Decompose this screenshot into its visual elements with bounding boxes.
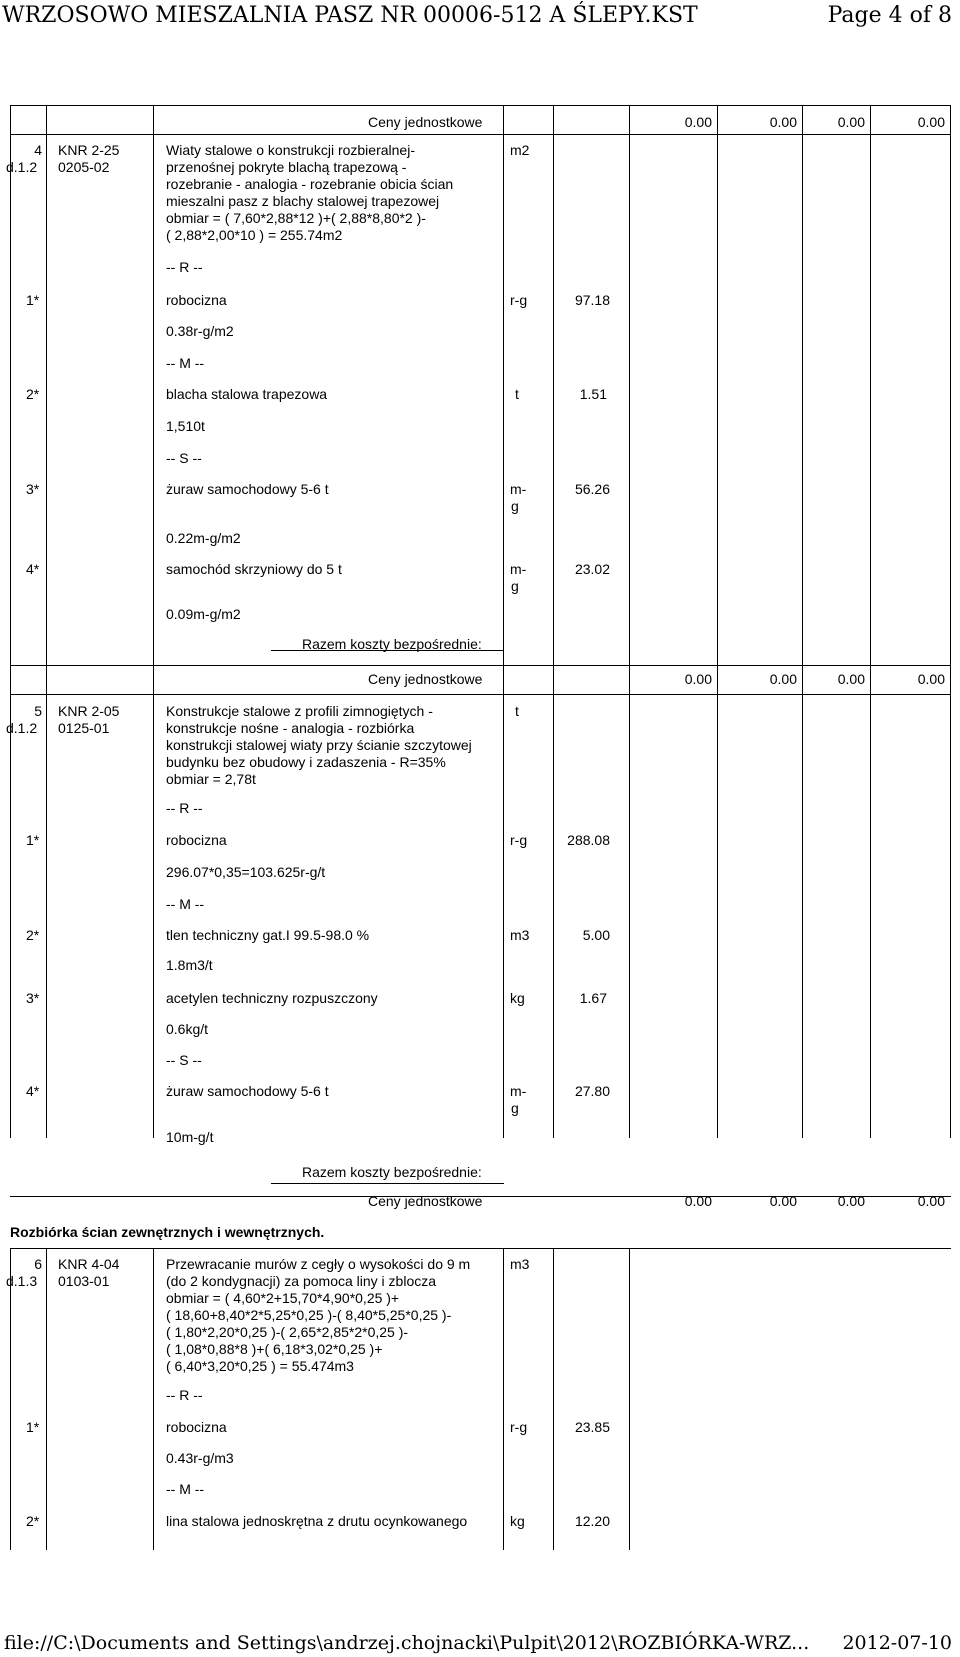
resource-index: 1* xyxy=(26,832,40,848)
item-code: 0125-01 xyxy=(58,720,110,736)
unit-price-value: 0.00 xyxy=(837,671,865,687)
resource-name: robocizna xyxy=(166,832,227,848)
resource-name: acetylen techniczny rozpuszczony xyxy=(166,990,378,1006)
resource-name: żuraw samochodowy 5-6 t xyxy=(166,1083,329,1099)
resource-name: lina stalowa jednoskrętna z drutu ocynkowanego xyxy=(166,1513,468,1529)
unit-prices-label: Ceny jednostkowe xyxy=(368,671,483,687)
direct-costs-label: Razem koszty bezpośrednie: xyxy=(302,636,482,652)
resource-unit: kg xyxy=(510,990,525,1006)
file-path: file://C:\Documents and Settings\andrzej.chojnacki\Pulpit\2012\ROZBIÓRKA-WRZ... xyxy=(4,1632,810,1654)
resource-unit: m- xyxy=(510,1083,527,1099)
unit-price-value: 0.00 xyxy=(917,114,945,130)
unit-price-value: 0.00 xyxy=(684,671,712,687)
rule-h-item6 xyxy=(10,1248,951,1249)
item-knr: KNR 2-25 xyxy=(58,142,120,158)
rule-v-left-b xyxy=(10,1248,11,1550)
item-desc-line: konstrukcji stalowej wiaty przy ścianie szczytowej xyxy=(166,737,472,753)
item-unit: t xyxy=(515,703,519,719)
document-title: WRZOSOWO MIESZALNIA PASZ NR 00006-512 A ŚLEPY.KST xyxy=(2,3,698,28)
resource-norm: 1,510t xyxy=(166,418,205,434)
unit-prices-label: Ceny jednostkowe xyxy=(368,114,483,130)
rule-v-knr-b xyxy=(153,1248,154,1550)
resource-index: 4* xyxy=(26,561,40,577)
resource-unit: m- xyxy=(510,561,527,577)
rule-h-razem2 xyxy=(271,1183,504,1184)
rule-v-unit-b xyxy=(553,1248,554,1550)
unit-price-value: 0.00 xyxy=(917,1193,945,1209)
item-code: 0205-02 xyxy=(58,159,110,175)
resource-unit: r-g xyxy=(510,1419,528,1435)
resource-index: 2* xyxy=(26,386,40,402)
resource-quantity: 12.20 xyxy=(574,1513,610,1529)
section-s-label: -- S -- xyxy=(166,450,202,466)
item-desc-line: obmiar = 2,78t xyxy=(166,771,256,787)
item-desc-line: ( 1,80*2,20*0,25 )-( 2,65*2,85*2*0,25 )- xyxy=(166,1324,409,1340)
unit-prices-label: Ceny jednostkowe xyxy=(368,1193,483,1209)
section-m-label: -- M -- xyxy=(166,355,205,371)
rule-v-left xyxy=(10,105,11,1138)
resource-index: 2* xyxy=(26,927,40,943)
item-unit: m3 xyxy=(510,1256,530,1272)
resource-name: robocizna xyxy=(166,1419,227,1435)
item-desc-line: (do 2 kondygnacji) za pomoca liny i zblocza xyxy=(166,1273,437,1289)
unit-price-value: 0.00 xyxy=(684,1193,712,1209)
direct-costs-label: Razem koszty bezpośrednie: xyxy=(302,1164,482,1180)
resource-name: blacha stalowa trapezowa xyxy=(166,386,328,402)
resource-index: 3* xyxy=(26,990,40,1006)
page-number: Page 4 of 8 xyxy=(827,3,952,28)
resource-unit: m- xyxy=(510,481,527,497)
resource-norm: 296.07*0,35=103.625r-g/t xyxy=(166,864,326,880)
item-desc-line: ( 1,08*0,88*8 )+( 6,18*3,02*0,25 )+ xyxy=(166,1341,383,1357)
resource-index: 4* xyxy=(26,1083,40,1099)
item-desc-line: Przewracanie murów z cegły o wysokości do 9 m xyxy=(166,1256,471,1272)
item-desc-line: budynku bez obudowy i zadaszenia - R=35% xyxy=(166,754,446,770)
resource-name: robocizna xyxy=(166,292,227,308)
rule-h-item5 xyxy=(10,694,951,695)
item-sub-number: d.1.2 xyxy=(6,159,38,175)
resource-unit: g xyxy=(511,1100,519,1116)
item-unit: m2 xyxy=(510,142,530,158)
resource-norm: 10m-g/t xyxy=(166,1129,214,1145)
resource-unit: r-g xyxy=(510,832,528,848)
item-sub-number: d.1.2 xyxy=(6,720,38,736)
resource-name: tlen techniczny gat.I 99.5-98.0 % xyxy=(166,927,370,943)
section-s-label: -- S -- xyxy=(166,1052,202,1068)
rule-v-qty xyxy=(629,105,630,1138)
resource-unit: m3 xyxy=(510,927,530,943)
item-desc-line: przenośnej pokryte blachą trapezową - xyxy=(166,159,407,175)
resource-quantity: 56.26 xyxy=(574,481,610,497)
rule-v-desc-b xyxy=(503,1248,504,1550)
item-number: 5 xyxy=(34,703,42,719)
resource-unit: t xyxy=(515,386,519,402)
resource-unit: kg xyxy=(510,1513,525,1529)
resource-quantity: 288.08 xyxy=(567,832,610,848)
resource-quantity: 1.51 xyxy=(579,386,607,402)
page-header xyxy=(0,0,960,32)
resource-name: żuraw samochodowy 5-6 t xyxy=(166,481,329,497)
resource-norm: 0.09m-g/m2 xyxy=(166,606,241,622)
item-desc-line: konstrukcje nośne - analogia - rozbiórka xyxy=(166,720,415,736)
rule-v-unit xyxy=(553,105,554,1138)
rule-v-knr xyxy=(153,105,154,1138)
section-r-label: -- R -- xyxy=(166,259,203,275)
resource-index: 1* xyxy=(26,292,40,308)
rule-h-item4 xyxy=(10,134,951,135)
item-number: 6 xyxy=(34,1256,42,1272)
rule-v-qty-b xyxy=(629,1248,630,1550)
unit-price-value: 0.00 xyxy=(769,1193,797,1209)
unit-price-value: 0.00 xyxy=(684,114,712,130)
resource-index: 3* xyxy=(26,481,40,497)
rule-h-ceny2 xyxy=(10,665,951,666)
resource-unit: r-g xyxy=(510,292,528,308)
rule-v-c2 xyxy=(802,105,803,1138)
item-desc-line: rozebranie - analogia - rozebranie obicia ścian xyxy=(166,176,454,192)
unit-price-value: 0.00 xyxy=(769,671,797,687)
item-number: 4 xyxy=(34,142,42,158)
resource-quantity: 27.80 xyxy=(574,1083,610,1099)
item-desc-line: ( 18,60+8,40*2*5,25*0,25 )-( 8,40*5,25*0,25 )- xyxy=(166,1307,452,1323)
section-r-label: -- R -- xyxy=(166,800,203,816)
resource-quantity: 1.67 xyxy=(579,990,607,1006)
unit-price-value: 0.00 xyxy=(837,1193,865,1209)
unit-price-value: 0.00 xyxy=(769,114,797,130)
resource-norm: 0.38r-g/m2 xyxy=(166,323,234,339)
resource-norm: 0.6kg/t xyxy=(166,1021,209,1037)
rule-h-top xyxy=(10,105,951,106)
section-title: Rozbiórka ścian zewnętrznych i wewnętrznych. xyxy=(10,1224,325,1240)
resource-unit: g xyxy=(511,578,519,594)
resource-norm: 0.43r-g/m3 xyxy=(166,1450,234,1466)
section-r-label: -- R -- xyxy=(166,1387,203,1403)
resource-norm: 1.8m3/t xyxy=(166,957,213,973)
item-desc-line: obmiar = ( 4,60*2+15,70*4,90*0,25 )+ xyxy=(166,1290,400,1306)
item-desc-line: ( 2,88*2,00*10 ) = 255.74m2 xyxy=(166,227,343,243)
resource-index: 2* xyxy=(26,1513,40,1529)
print-date: 2012-07-10 xyxy=(842,1632,952,1654)
item-desc-line: mieszalni pasz z blachy stalowej trapezowej xyxy=(166,193,440,209)
resource-quantity: 5.00 xyxy=(582,927,610,943)
item-knr: KNR 2-05 xyxy=(58,703,120,719)
unit-price-value: 0.00 xyxy=(917,671,945,687)
item-knr: KNR 4-04 xyxy=(58,1256,120,1272)
resource-index: 1* xyxy=(26,1419,40,1435)
resource-quantity: 23.85 xyxy=(574,1419,610,1435)
unit-price-value: 0.00 xyxy=(837,114,865,130)
rule-v-right xyxy=(950,105,951,1138)
resource-unit: g xyxy=(511,498,519,514)
rule-v-c1 xyxy=(717,105,718,1138)
item-desc-line: Wiaty stalowe o konstrukcji rozbieralnej- xyxy=(166,142,415,158)
resource-norm: 0.22m-g/m2 xyxy=(166,530,241,546)
section-m-label: -- M -- xyxy=(166,896,205,912)
item-desc-line: obmiar = ( 7,60*2,88*12 )+( 2,88*8,80*2 )- xyxy=(166,210,426,226)
section-m-label: -- M -- xyxy=(166,1481,205,1497)
rule-v-c3 xyxy=(870,105,871,1138)
item-sub-number: d.1.3 xyxy=(6,1273,38,1289)
resource-name: samochód skrzyniowy do 5 t xyxy=(166,561,342,577)
item-desc-line: Konstrukcje stalowe z profili zimnogiętych - xyxy=(166,703,433,719)
rule-v-lp-b xyxy=(46,1248,47,1550)
rule-v-desc xyxy=(503,105,504,1138)
item-desc-line: ( 6,40*3,20*0,25 ) = 55.474m3 xyxy=(166,1358,354,1374)
rule-v-lp xyxy=(46,105,47,1138)
resource-quantity: 97.18 xyxy=(574,292,610,308)
item-code: 0103-01 xyxy=(58,1273,110,1289)
resource-quantity: 23.02 xyxy=(574,561,610,577)
page-footer xyxy=(0,1630,960,1656)
